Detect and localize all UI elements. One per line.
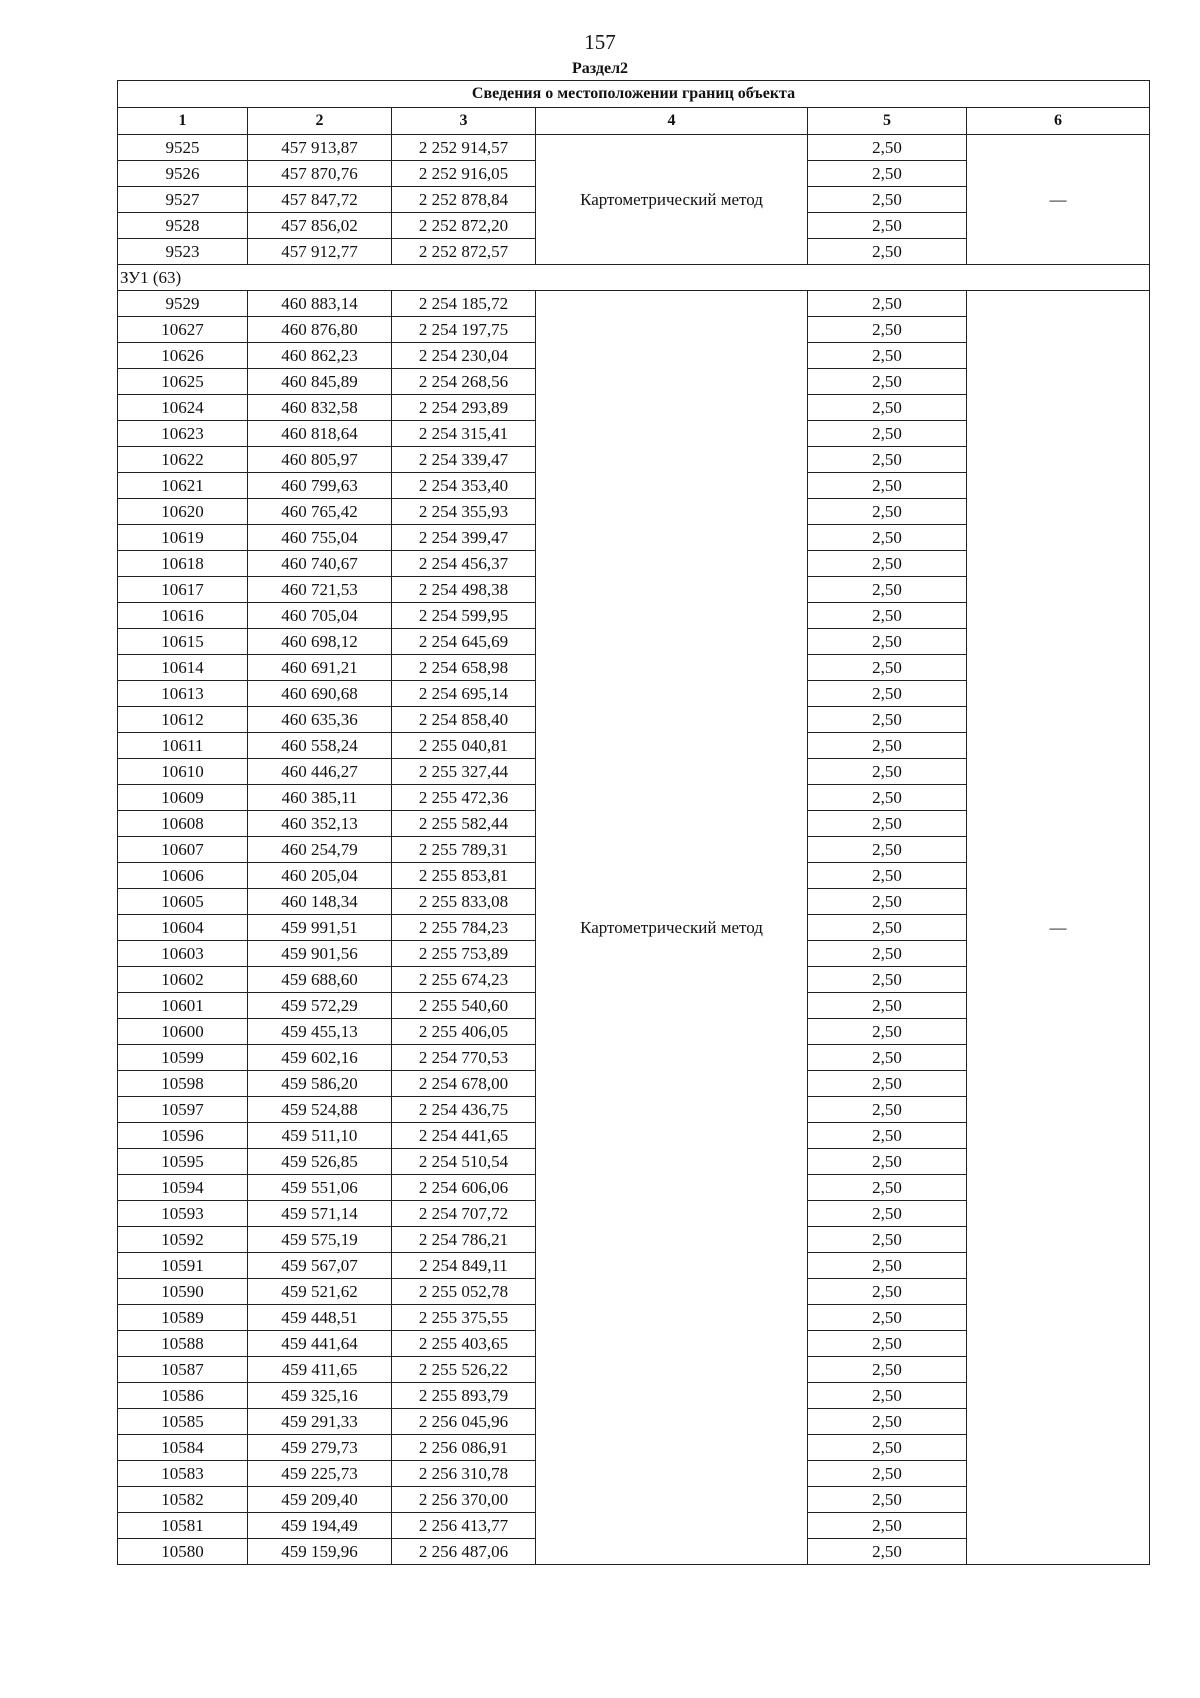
coord-y-cell: 2 254 658,98 xyxy=(392,655,536,681)
coord-y-cell: 2 255 472,36 xyxy=(392,785,536,811)
coord-y-cell: 2 254 456,37 xyxy=(392,551,536,577)
coord-x-cell: 459 688,60 xyxy=(248,967,392,993)
point-number-cell: 10602 xyxy=(118,967,248,993)
point-number-cell: 10590 xyxy=(118,1279,248,1305)
precision-cell: 2,50 xyxy=(808,1539,967,1565)
precision-cell: 2,50 xyxy=(808,681,967,707)
coord-y-cell: 2 255 833,08 xyxy=(392,889,536,915)
coord-x-cell: 460 799,63 xyxy=(248,473,392,499)
coord-y-cell: 2 254 849,11 xyxy=(392,1253,536,1279)
precision-cell: 2,50 xyxy=(808,733,967,759)
point-number-cell: 10625 xyxy=(118,369,248,395)
precision-cell: 2,50 xyxy=(808,1383,967,1409)
table-row xyxy=(118,135,1150,161)
point-number-cell: 10587 xyxy=(118,1357,248,1383)
precision-cell: 2,50 xyxy=(808,1253,967,1279)
method-cell: Картометрический метод xyxy=(536,135,808,265)
precision-cell: 2,50 xyxy=(808,1461,967,1487)
precision-cell: 2,50 xyxy=(808,759,967,785)
precision-cell: 2,50 xyxy=(808,1305,967,1331)
coord-x-cell: 459 159,96 xyxy=(248,1539,392,1565)
column-header: 1 xyxy=(118,108,248,135)
coord-x-cell: 459 571,14 xyxy=(248,1201,392,1227)
precision-cell: 2,50 xyxy=(808,291,967,317)
coord-x-cell: 459 572,29 xyxy=(248,993,392,1019)
precision-cell: 2,50 xyxy=(808,187,967,213)
group-label-row xyxy=(118,265,1150,291)
point-number-cell: 10581 xyxy=(118,1513,248,1539)
coord-y-cell: 2 255 893,79 xyxy=(392,1383,536,1409)
precision-cell: 2,50 xyxy=(808,1019,967,1045)
point-number-cell: 9526 xyxy=(118,161,248,187)
point-number-cell: 10621 xyxy=(118,473,248,499)
precision-cell: 2,50 xyxy=(808,551,967,577)
precision-cell: 2,50 xyxy=(808,1409,967,1435)
precision-cell: 2,50 xyxy=(808,941,967,967)
point-number-cell: 10597 xyxy=(118,1097,248,1123)
coord-x-cell: 459 325,16 xyxy=(248,1383,392,1409)
coord-y-cell: 2 252 914,57 xyxy=(392,135,536,161)
point-number-cell: 10601 xyxy=(118,993,248,1019)
coord-x-cell: 460 254,79 xyxy=(248,837,392,863)
coord-x-cell: 459 991,51 xyxy=(248,915,392,941)
point-number-cell: 10616 xyxy=(118,603,248,629)
coord-y-cell: 2 256 413,77 xyxy=(392,1513,536,1539)
table-row xyxy=(118,291,1150,317)
coord-y-cell: 2 255 406,05 xyxy=(392,1019,536,1045)
precision-cell: 2,50 xyxy=(808,837,967,863)
precision-cell: 2,50 xyxy=(808,967,967,993)
group-label: ЗУ1 (63) xyxy=(118,265,1150,291)
coord-x-cell: 459 586,20 xyxy=(248,1071,392,1097)
precision-cell: 2,50 xyxy=(808,577,967,603)
coord-y-cell: 2 255 582,44 xyxy=(392,811,536,837)
precision-cell: 2,50 xyxy=(808,1097,967,1123)
coord-y-cell: 2 254 510,54 xyxy=(392,1149,536,1175)
coord-x-cell: 459 194,49 xyxy=(248,1513,392,1539)
coord-x-cell: 460 705,04 xyxy=(248,603,392,629)
coord-x-cell: 459 567,07 xyxy=(248,1253,392,1279)
coord-x-cell: 460 740,67 xyxy=(248,551,392,577)
coord-x-cell: 460 845,89 xyxy=(248,369,392,395)
coord-y-cell: 2 254 707,72 xyxy=(392,1201,536,1227)
precision-cell: 2,50 xyxy=(808,1487,967,1513)
coord-x-cell: 459 901,56 xyxy=(248,941,392,967)
coord-x-cell: 459 209,40 xyxy=(248,1487,392,1513)
page-number: 157 xyxy=(584,30,616,54)
table-title: Сведения о местоположении границ объекта xyxy=(118,81,1150,108)
precision-cell: 2,50 xyxy=(808,343,967,369)
point-number-cell: 10606 xyxy=(118,863,248,889)
coord-x-cell: 459 511,10 xyxy=(248,1123,392,1149)
precision-cell: 2,50 xyxy=(808,135,967,161)
precision-cell: 2,50 xyxy=(808,1071,967,1097)
precision-cell: 2,50 xyxy=(808,473,967,499)
coord-x-cell: 459 225,73 xyxy=(248,1461,392,1487)
precision-cell: 2,50 xyxy=(808,1149,967,1175)
point-number-cell: 10589 xyxy=(118,1305,248,1331)
precision-cell: 2,50 xyxy=(808,213,967,239)
coord-x-cell: 459 524,88 xyxy=(248,1097,392,1123)
precision-cell: 2,50 xyxy=(808,395,967,421)
coord-y-cell: 2 256 086,91 xyxy=(392,1435,536,1461)
table-title-row xyxy=(118,81,1150,108)
coord-x-cell: 459 279,73 xyxy=(248,1435,392,1461)
description-cell: — xyxy=(967,135,1150,265)
precision-cell: 2,50 xyxy=(808,525,967,551)
point-number-cell: 10609 xyxy=(118,785,248,811)
section-title: Раздел2 xyxy=(571,60,629,77)
precision-cell: 2,50 xyxy=(808,1123,967,1149)
point-number-cell: 9523 xyxy=(118,239,248,265)
column-header: 5 xyxy=(808,108,967,135)
precision-cell: 2,50 xyxy=(808,317,967,343)
coord-y-cell: 2 254 339,47 xyxy=(392,447,536,473)
coord-y-cell: 2 252 916,05 xyxy=(392,161,536,187)
coord-y-cell: 2 254 678,00 xyxy=(392,1071,536,1097)
precision-cell: 2,50 xyxy=(808,993,967,1019)
coord-x-cell: 457 847,72 xyxy=(248,187,392,213)
coord-y-cell: 2 255 403,65 xyxy=(392,1331,536,1357)
point-number-cell: 10607 xyxy=(118,837,248,863)
coord-y-cell: 2 256 487,06 xyxy=(392,1539,536,1565)
coord-y-cell: 2 255 789,31 xyxy=(392,837,536,863)
point-number-cell: 10619 xyxy=(118,525,248,551)
coord-y-cell: 2 254 197,75 xyxy=(392,317,536,343)
coord-y-cell: 2 256 310,78 xyxy=(392,1461,536,1487)
coord-x-cell: 457 856,02 xyxy=(248,213,392,239)
point-number-cell: 10620 xyxy=(118,499,248,525)
coord-x-cell: 460 805,97 xyxy=(248,447,392,473)
column-header: 3 xyxy=(392,108,536,135)
precision-cell: 2,50 xyxy=(808,239,967,265)
coord-y-cell: 2 255 784,23 xyxy=(392,915,536,941)
method-cell: Картометрический метод xyxy=(536,291,808,1565)
coord-x-cell: 460 765,42 xyxy=(248,499,392,525)
precision-cell: 2,50 xyxy=(808,707,967,733)
point-number-cell: 10583 xyxy=(118,1461,248,1487)
coord-y-cell: 2 254 645,69 xyxy=(392,629,536,655)
coord-x-cell: 460 755,04 xyxy=(248,525,392,551)
coord-x-cell: 460 818,64 xyxy=(248,421,392,447)
coord-x-cell: 460 862,23 xyxy=(248,343,392,369)
coord-y-cell: 2 254 353,40 xyxy=(392,473,536,499)
coord-y-cell: 2 254 293,89 xyxy=(392,395,536,421)
coord-y-cell: 2 254 858,40 xyxy=(392,707,536,733)
precision-cell: 2,50 xyxy=(808,863,967,889)
precision-cell: 2,50 xyxy=(808,785,967,811)
coord-y-cell: 2 256 045,96 xyxy=(392,1409,536,1435)
point-number-cell: 10613 xyxy=(118,681,248,707)
point-number-cell: 10593 xyxy=(118,1201,248,1227)
point-number-cell: 10615 xyxy=(118,629,248,655)
point-number-cell: 10599 xyxy=(118,1045,248,1071)
coord-y-cell: 2 252 872,57 xyxy=(392,239,536,265)
precision-cell: 2,50 xyxy=(808,655,967,681)
coord-x-cell: 460 690,68 xyxy=(248,681,392,707)
point-number-cell: 10610 xyxy=(118,759,248,785)
coord-y-cell: 2 254 268,56 xyxy=(392,369,536,395)
point-number-cell: 10617 xyxy=(118,577,248,603)
coord-y-cell: 2 254 606,06 xyxy=(392,1175,536,1201)
precision-cell: 2,50 xyxy=(808,603,967,629)
coord-x-cell: 459 455,13 xyxy=(248,1019,392,1045)
coord-x-cell: 459 411,65 xyxy=(248,1357,392,1383)
precision-cell: 2,50 xyxy=(808,161,967,187)
coord-x-cell: 459 448,51 xyxy=(248,1305,392,1331)
coord-y-cell: 2 254 498,38 xyxy=(392,577,536,603)
point-number-cell: 10627 xyxy=(118,317,248,343)
coord-x-cell: 459 291,33 xyxy=(248,1409,392,1435)
point-number-cell: 10596 xyxy=(118,1123,248,1149)
coord-y-cell: 2 255 526,22 xyxy=(392,1357,536,1383)
precision-cell: 2,50 xyxy=(808,1175,967,1201)
precision-cell: 2,50 xyxy=(808,811,967,837)
coord-x-cell: 460 832,58 xyxy=(248,395,392,421)
precision-cell: 2,50 xyxy=(808,1513,967,1539)
coord-y-cell: 2 254 355,93 xyxy=(392,499,536,525)
point-number-cell: 9525 xyxy=(118,135,248,161)
precision-cell: 2,50 xyxy=(808,421,967,447)
coord-y-cell: 2 255 040,81 xyxy=(392,733,536,759)
column-header: 2 xyxy=(248,108,392,135)
point-number-cell: 10585 xyxy=(118,1409,248,1435)
point-number-cell: 10622 xyxy=(118,447,248,473)
table-header-row xyxy=(118,108,1150,135)
point-number-cell: 9527 xyxy=(118,187,248,213)
coord-y-cell: 2 255 674,23 xyxy=(392,967,536,993)
description-cell: — xyxy=(967,291,1150,1565)
point-number-cell: 10623 xyxy=(118,421,248,447)
coord-y-cell: 2 254 599,95 xyxy=(392,603,536,629)
coord-y-cell: 2 254 315,41 xyxy=(392,421,536,447)
point-number-cell: 10626 xyxy=(118,343,248,369)
point-number-cell: 10603 xyxy=(118,941,248,967)
coord-x-cell: 459 575,19 xyxy=(248,1227,392,1253)
precision-cell: 2,50 xyxy=(808,1045,967,1071)
coord-x-cell: 459 602,16 xyxy=(248,1045,392,1071)
column-header: 4 xyxy=(536,108,808,135)
coord-y-cell: 2 255 753,89 xyxy=(392,941,536,967)
coord-y-cell: 2 255 052,78 xyxy=(392,1279,536,1305)
coord-y-cell: 2 254 786,21 xyxy=(392,1227,536,1253)
coord-x-cell: 460 352,13 xyxy=(248,811,392,837)
coord-x-cell: 457 913,87 xyxy=(248,135,392,161)
coord-y-cell: 2 254 436,75 xyxy=(392,1097,536,1123)
point-number-cell: 10592 xyxy=(118,1227,248,1253)
point-number-cell: 10594 xyxy=(118,1175,248,1201)
point-number-cell: 9528 xyxy=(118,213,248,239)
coord-y-cell: 2 255 853,81 xyxy=(392,863,536,889)
coord-x-cell: 460 446,27 xyxy=(248,759,392,785)
coord-x-cell: 460 876,80 xyxy=(248,317,392,343)
point-number-cell: 10624 xyxy=(118,395,248,421)
coord-y-cell: 2 252 872,20 xyxy=(392,213,536,239)
coord-y-cell: 2 254 441,65 xyxy=(392,1123,536,1149)
coord-y-cell: 2 255 540,60 xyxy=(392,993,536,1019)
precision-cell: 2,50 xyxy=(808,1201,967,1227)
coord-y-cell: 2 252 878,84 xyxy=(392,187,536,213)
point-number-cell: 10604 xyxy=(118,915,248,941)
coord-y-cell: 2 254 399,47 xyxy=(392,525,536,551)
coord-x-cell: 460 635,36 xyxy=(248,707,392,733)
point-number-cell: 10591 xyxy=(118,1253,248,1279)
coord-x-cell: 457 870,76 xyxy=(248,161,392,187)
coord-x-cell: 460 205,04 xyxy=(248,863,392,889)
point-number-cell: 9529 xyxy=(118,291,248,317)
coord-x-cell: 460 691,21 xyxy=(248,655,392,681)
point-number-cell: 10612 xyxy=(118,707,248,733)
coord-x-cell: 457 912,77 xyxy=(248,239,392,265)
precision-cell: 2,50 xyxy=(808,629,967,655)
point-number-cell: 10600 xyxy=(118,1019,248,1045)
precision-cell: 2,50 xyxy=(808,447,967,473)
coord-x-cell: 460 558,24 xyxy=(248,733,392,759)
point-number-cell: 10582 xyxy=(118,1487,248,1513)
coord-y-cell: 2 254 230,04 xyxy=(392,343,536,369)
precision-cell: 2,50 xyxy=(808,499,967,525)
precision-cell: 2,50 xyxy=(808,1357,967,1383)
point-number-cell: 10605 xyxy=(118,889,248,915)
coord-x-cell: 459 441,64 xyxy=(248,1331,392,1357)
coord-y-cell: 2 255 327,44 xyxy=(392,759,536,785)
precision-cell: 2,50 xyxy=(808,1279,967,1305)
coord-x-cell: 459 526,85 xyxy=(248,1149,392,1175)
coord-y-cell: 2 254 770,53 xyxy=(392,1045,536,1071)
coord-x-cell: 460 883,14 xyxy=(248,291,392,317)
coord-x-cell: 460 385,11 xyxy=(248,785,392,811)
point-number-cell: 10611 xyxy=(118,733,248,759)
point-number-cell: 10598 xyxy=(118,1071,248,1097)
precision-cell: 2,50 xyxy=(808,369,967,395)
coord-x-cell: 459 521,62 xyxy=(248,1279,392,1305)
precision-cell: 2,50 xyxy=(808,889,967,915)
column-header: 6 xyxy=(967,108,1150,135)
coord-y-cell: 2 256 370,00 xyxy=(392,1487,536,1513)
coord-y-cell: 2 255 375,55 xyxy=(392,1305,536,1331)
coord-x-cell: 460 721,53 xyxy=(248,577,392,603)
point-number-cell: 10588 xyxy=(118,1331,248,1357)
point-number-cell: 10614 xyxy=(118,655,248,681)
point-number-cell: 10580 xyxy=(118,1539,248,1565)
coord-y-cell: 2 254 185,72 xyxy=(392,291,536,317)
point-number-cell: 10618 xyxy=(118,551,248,577)
precision-cell: 2,50 xyxy=(808,915,967,941)
precision-cell: 2,50 xyxy=(808,1227,967,1253)
point-number-cell: 10584 xyxy=(118,1435,248,1461)
point-number-cell: 10608 xyxy=(118,811,248,837)
coord-x-cell: 460 698,12 xyxy=(248,629,392,655)
boundary-table xyxy=(117,80,1150,1565)
coord-x-cell: 459 551,06 xyxy=(248,1175,392,1201)
point-number-cell: 10595 xyxy=(118,1149,248,1175)
coord-y-cell: 2 254 695,14 xyxy=(392,681,536,707)
point-number-cell: 10586 xyxy=(118,1383,248,1409)
precision-cell: 2,50 xyxy=(808,1331,967,1357)
precision-cell: 2,50 xyxy=(808,1435,967,1461)
coord-x-cell: 460 148,34 xyxy=(248,889,392,915)
